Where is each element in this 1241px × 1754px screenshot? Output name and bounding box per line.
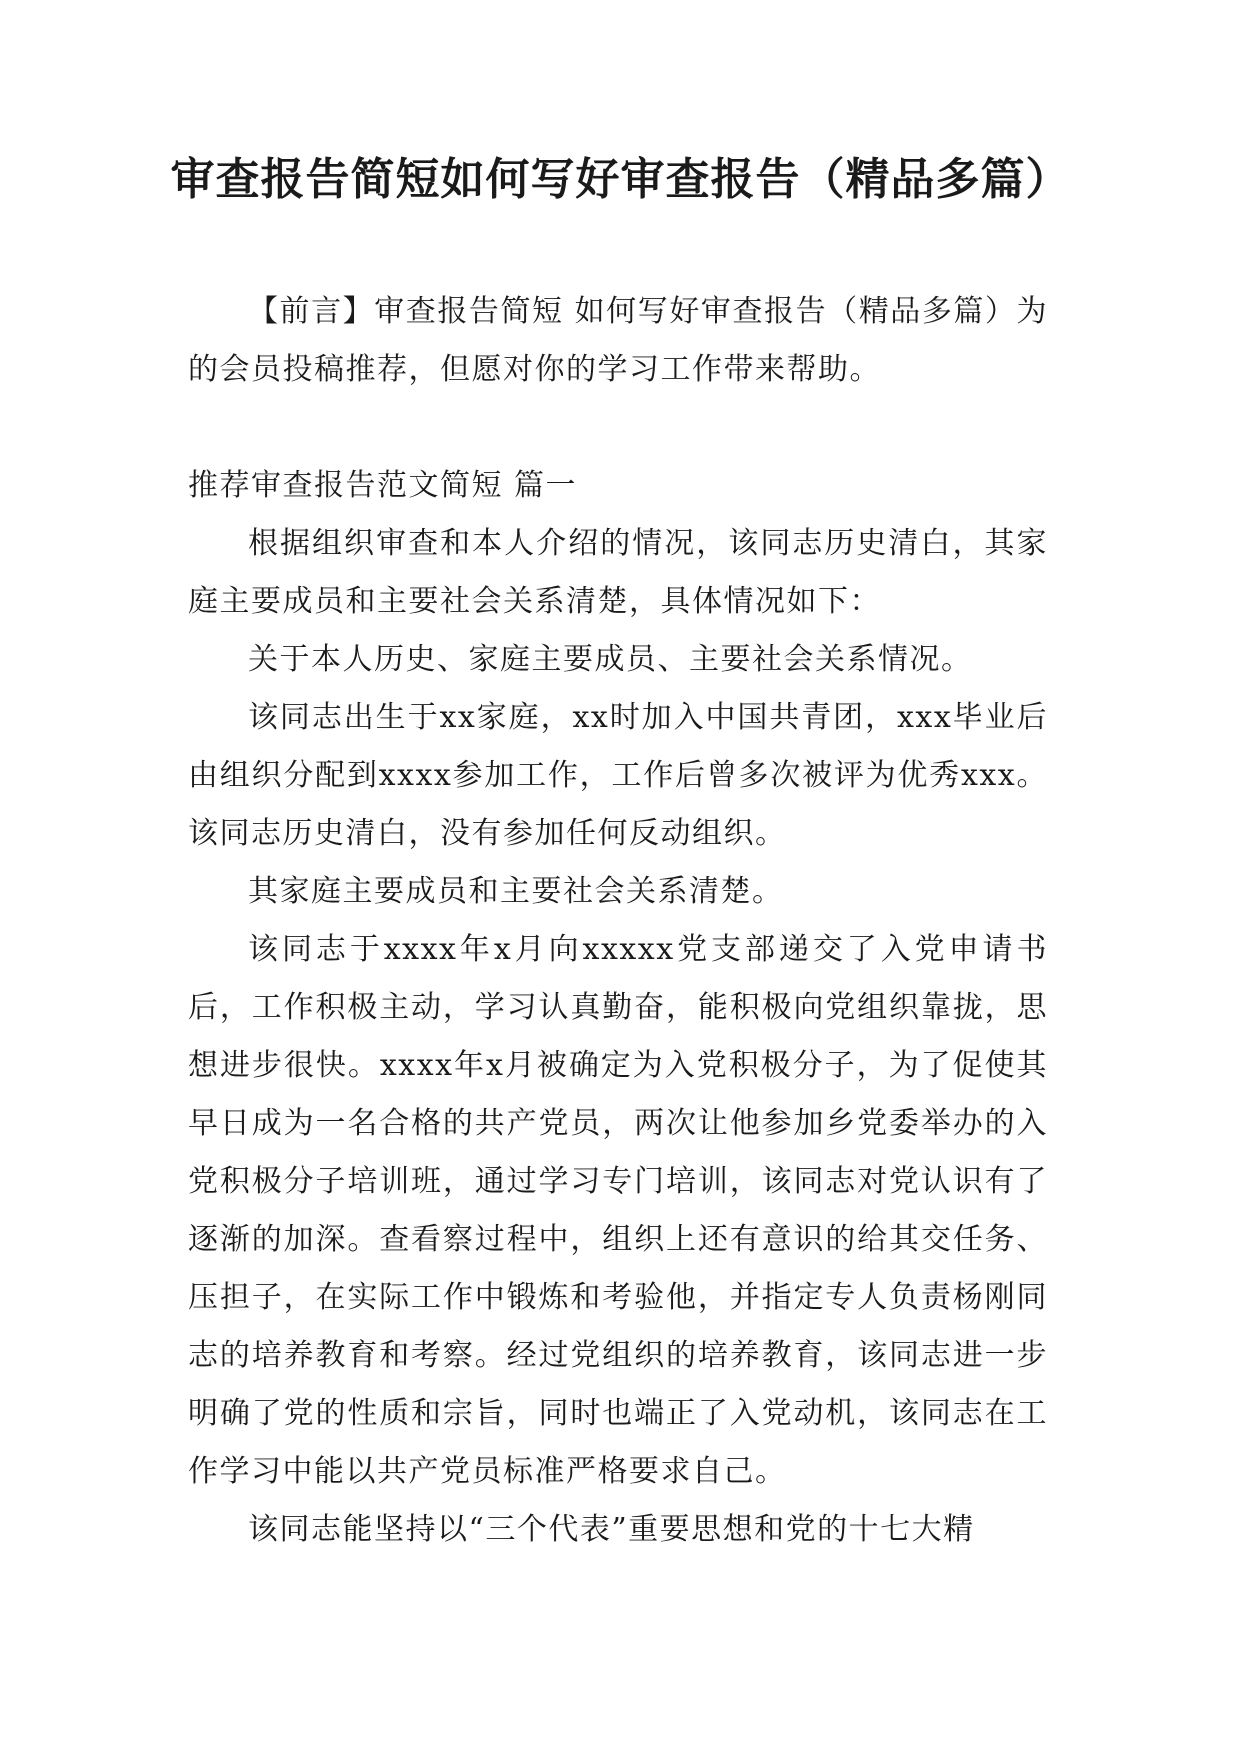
body-paragraph: 该同志出生于xx家庭，xx时加入中国共青团，xxx毕业后由组织分配到xxxx参加工作，工作后曾多次被评为优秀xxx。该同志历史清白，没有参加任何反动组织。 [188, 700, 1048, 851]
preface-paragraph: 【前言】审查报告简短 如何写好审查报告（精品多篇）为的会员投稿推荐，但愿对你的学习工作带来帮助。 [188, 294, 1048, 387]
section-heading: 推荐审查报告范文简短 篇一 [188, 468, 578, 503]
document-body [188, 283, 1048, 1559]
body-paragraph: 其家庭主要成员和主要社会关系清楚。 [248, 874, 784, 909]
body-paragraph: 根据组织审查和本人介绍的情况，该同志历史清白，其家庭主要成员和主要社会关系清楚，具体情况如下： [188, 526, 1048, 619]
document-title: 审查报告简短如何写好审查报告（精品多篇） [170, 154, 1071, 205]
body-paragraph: 关于本人历史、家庭主要成员、主要社会关系情况。 [248, 642, 973, 677]
blank-line [188, 399, 1048, 457]
body-paragraph: 该同志能坚持以“三个代表”重要思想和党的十七大精 [248, 1512, 975, 1547]
body-paragraph: 该同志于xxxx年x月向xxxxx党支部递交了入党申请书后，工作积极主动，学习认真勤奋，能积极向党组织靠拢，思想进步很快。xxxx年x月被确定为入党积极分子，为了促使其早日成为一名合格的共产党员，两次让他参加乡党委举办的入党积极分子培训班，通过学习专门培训，该同志对党认识有了逐渐的加深。查看察过程中，组织上还有意识的给其交任务、压担子，在实际工作中锻炼和考验他，并指定专人负责杨刚同志的培养教育和考察。经过党组织的培养教育，该同志进一步明确了党的性质和宗旨，同时也端正了入党动机，该同志在工作学习中能以共产党员标准严格要求自己。 [188, 932, 1048, 1489]
